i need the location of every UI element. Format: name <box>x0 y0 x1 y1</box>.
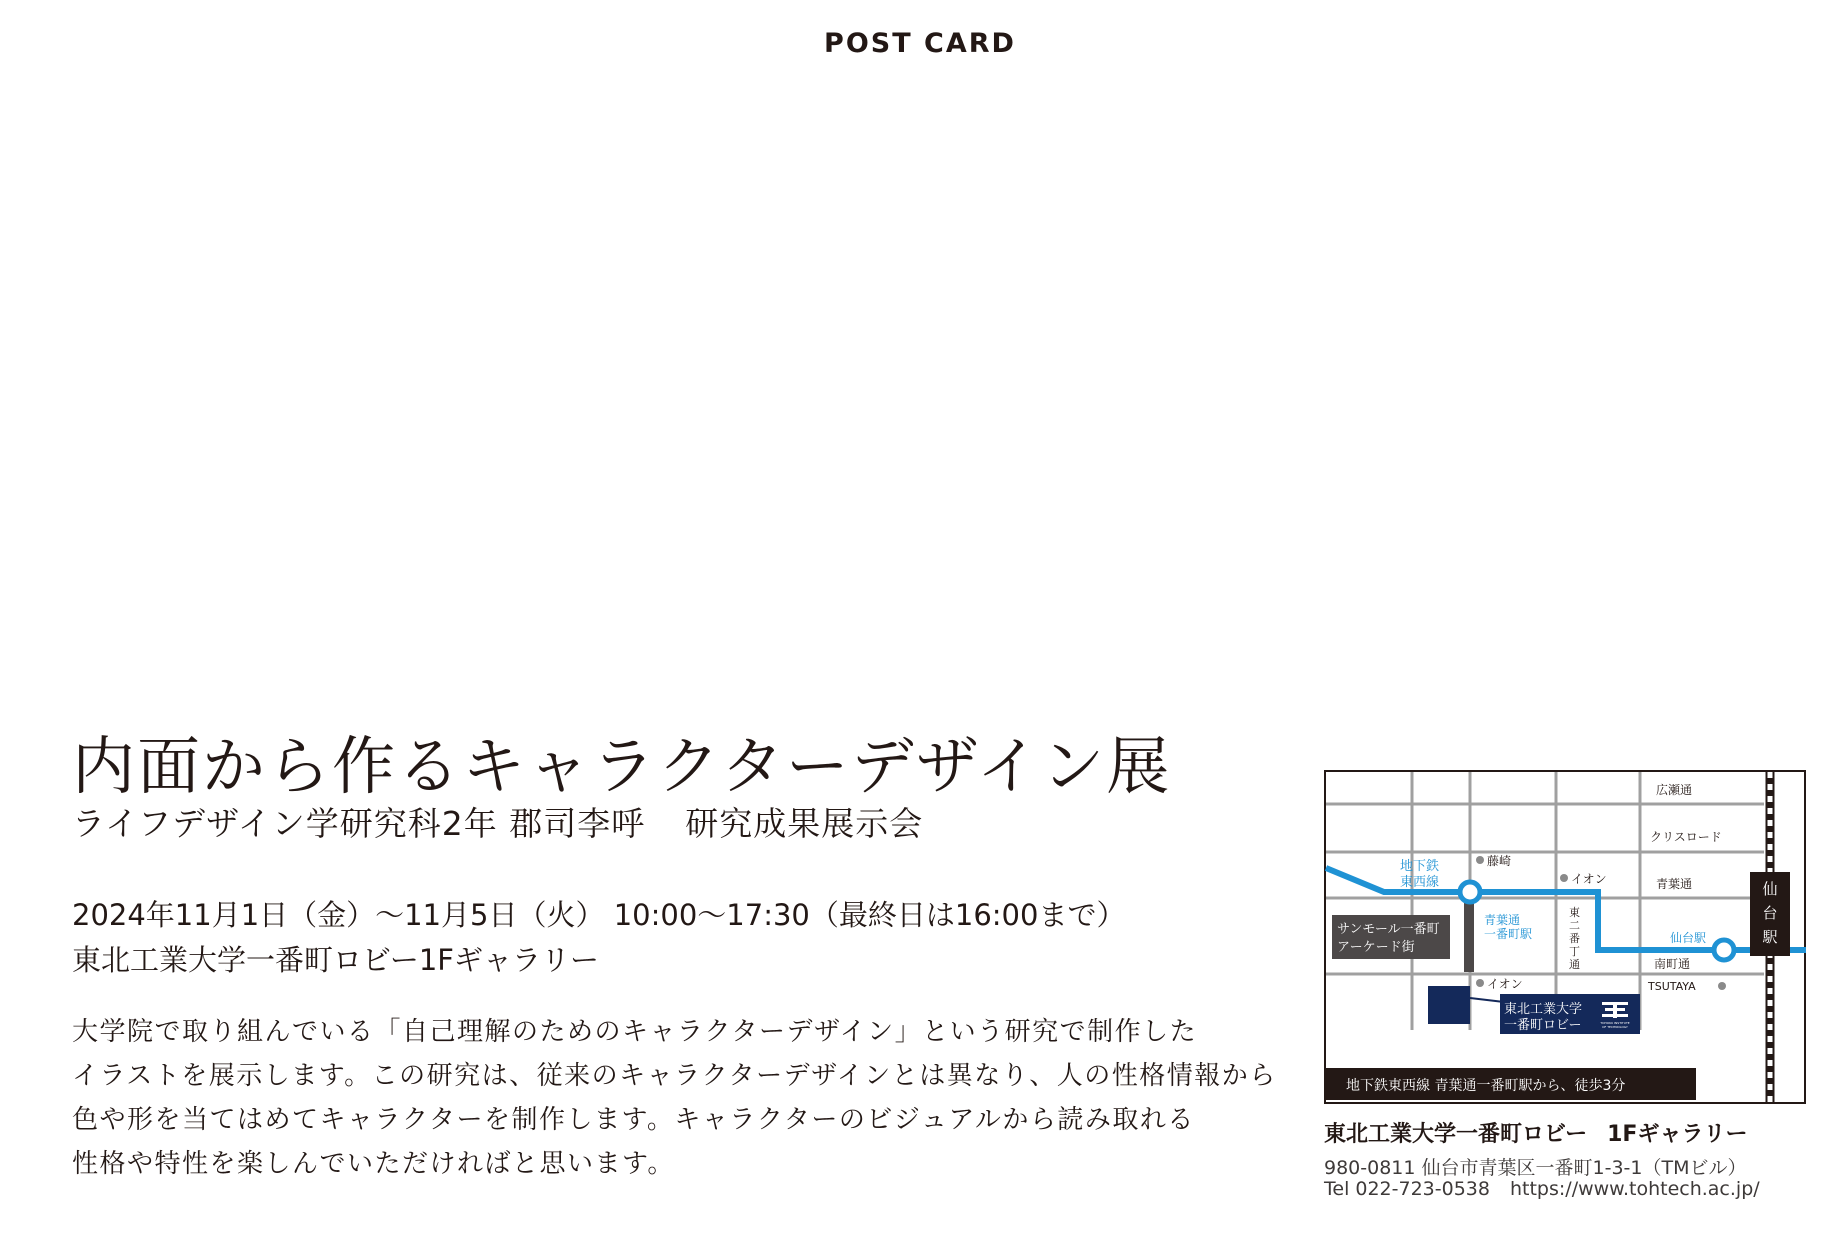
subtitle-author: ライフデザイン学研究科2年 郡司李呼 <box>72 804 646 843</box>
tohtech-logo-icon <box>1602 1002 1628 1018</box>
venue-name <box>1324 1117 1747 1148</box>
map-label-aeon-1: イオン <box>1571 872 1607 886</box>
venue-name-floor: 1Fギャラリー <box>1607 1122 1748 1147</box>
tsutaya-marker <box>1718 982 1726 990</box>
map-label-subway-1: 地下鉄 <box>1400 859 1440 874</box>
map-label-subway-2: 東西線 <box>1400 875 1440 890</box>
logo-caption-1: TOHOKU INSTITUTE <box>1600 1021 1630 1025</box>
map-label-tsutaya: TSUTAYA <box>1648 980 1696 993</box>
map-label-aobadori-2: 一番町駅 <box>1484 927 1533 941</box>
subtitle-type: 研究成果展示会 <box>685 804 924 843</box>
aeon-marker-1 <box>1560 874 1568 882</box>
map-label-higashi-2: 二 <box>1569 919 1580 932</box>
description-line: 色や形を当てはめてキャラクターを制作します。キャラクターのビジュアルから読み取れる <box>72 1105 1195 1135</box>
map-label-venue-2: 一番町ロビー <box>1504 1018 1582 1033</box>
map-label-hirose: 広瀬通 <box>1656 783 1693 797</box>
map-label-sunmall-2: アーケード街 <box>1337 940 1415 955</box>
map-label-higashi-1: 東 <box>1569 906 1580 919</box>
postcard-label: POST CARD <box>824 28 1016 59</box>
venue-address: 980-0811 仙台市青葉区一番町1-3-1（TMビル） <box>1324 1157 1747 1179</box>
venue-tel: Tel 022-723-0538 <box>1324 1178 1490 1200</box>
map-label-access: 地下鉄東西線 青葉通一番町駅から、徒歩3分 <box>1346 1078 1626 1094</box>
access-map <box>1324 770 1806 1104</box>
exhibition-title: 内面から作るキャラクターデザイン展 <box>72 730 1172 803</box>
map-label-higashi-5: 通 <box>1569 958 1580 971</box>
logo-caption-2: OF TECHNOLOGY <box>1602 1025 1628 1029</box>
aeon-marker-2 <box>1476 979 1484 987</box>
station-aobadori <box>1460 882 1480 902</box>
map-label-higashi-3: 番 <box>1569 932 1580 945</box>
map-label-aobadori-1: 青葉通 <box>1484 913 1521 927</box>
venue-contact <box>1324 1178 1760 1200</box>
station-sendai <box>1714 940 1734 960</box>
map-label-sunmall-1: サンモール一番町 <box>1337 922 1440 937</box>
map-label-sendai-1: 仙 <box>1762 880 1778 898</box>
venue-name-main: 東北工業大学一番町ロビー <box>1324 1122 1588 1147</box>
map-label-sendai-3: 駅 <box>1762 928 1778 946</box>
map-label-higashi-4: 丁 <box>1569 945 1580 958</box>
map-label-minamimachi: 南町通 <box>1654 957 1691 971</box>
description-line: イラストを展示します。この研究は、従来のキャラクターデザインとは異なり、人の性格情報から <box>72 1061 1277 1091</box>
map-label-sendai-2: 台 <box>1762 904 1778 922</box>
description <box>72 1010 1277 1186</box>
fujisaki-marker <box>1476 856 1484 864</box>
description-line: 性格や特性を楽しんでいただければと思います。 <box>72 1149 675 1179</box>
map-label-aoba: 青葉通 <box>1656 877 1693 891</box>
map-label-venue-1: 東北工業大学 <box>1504 1002 1583 1017</box>
map-label-sendai-small: 仙台駅 <box>1670 931 1707 945</box>
map-label-fujisaki: 藤崎 <box>1487 854 1512 868</box>
event-venue: 東北工業大学一番町ロビー1Fギャラリー <box>72 943 599 977</box>
venue-url[interactable]: https://www.tohtech.ac.jp/ <box>1509 1178 1760 1200</box>
venue-block <box>1428 986 1470 1024</box>
arcade-bar <box>1464 900 1474 972</box>
event-date: 2024年11月1日（金）〜11月5日（火） 10:00〜17:30（最終日は16:00まで） <box>72 898 1126 932</box>
description-line: 大学院で取り組んでいる「自己理解のためのキャラクターデザイン」という研究で制作した <box>72 1017 1198 1047</box>
exhibition-subtitle <box>72 798 923 845</box>
map-label-clis-road: クリスロード <box>1650 830 1722 844</box>
map-label-aeon-2: イオン <box>1487 977 1523 991</box>
